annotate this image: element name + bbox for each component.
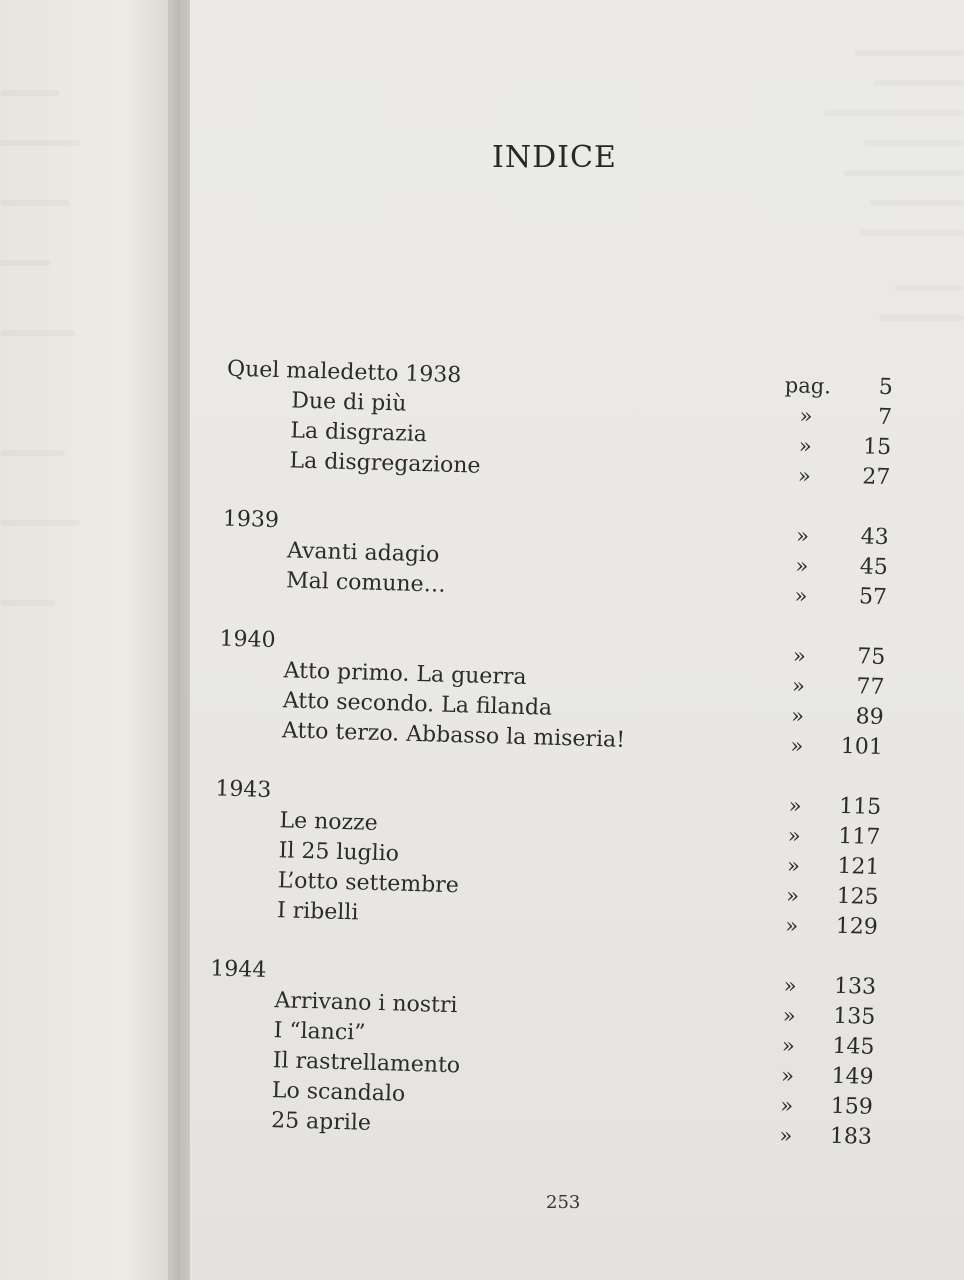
toc-entry-title: Atto terzo. Abbasso la miseria! xyxy=(281,718,626,753)
toc-page-number: 133 xyxy=(833,973,877,1000)
toc-page-marker: » xyxy=(787,823,802,848)
toc-page-marker: » xyxy=(785,883,800,908)
toc-page-marker: » xyxy=(799,403,813,428)
toc-entry-title: Le nozze xyxy=(279,808,379,836)
toc-entry-title: La disgregazione xyxy=(289,448,481,479)
toc-page-marker: » xyxy=(779,1123,793,1148)
toc-entry-title: I “lanci” xyxy=(273,1018,366,1046)
toc-page-marker: » xyxy=(795,523,810,548)
toc-page-number: 7 xyxy=(877,404,893,431)
toc-page-marker: » xyxy=(791,673,806,698)
toc-page-number: 15 xyxy=(862,434,892,461)
toc-entry-title: 1940 xyxy=(219,626,276,654)
toc-entry-title: Il rastrellamento xyxy=(272,1048,461,1079)
toc-entry-title: I ribelli xyxy=(276,898,359,926)
toc-page-marker: pag. xyxy=(784,373,832,399)
toc-page-number: 117 xyxy=(837,823,881,850)
toc-page-number: 121 xyxy=(837,853,880,880)
toc-page-number: 75 xyxy=(856,644,886,671)
toc-entry-title: 1943 xyxy=(215,776,272,803)
toc-page-number: 135 xyxy=(832,1003,876,1030)
toc-page-marker: » xyxy=(780,1063,795,1088)
page-title: INDICE xyxy=(492,140,617,175)
toc-page-marker: » xyxy=(790,703,805,728)
toc-page-number: 101 xyxy=(840,733,884,761)
toc-page-number: 159 xyxy=(830,1093,874,1120)
toc-page-marker: » xyxy=(786,853,801,878)
toc-entry-title: Avanti adagio xyxy=(286,538,440,568)
toc-page-marker: » xyxy=(781,1033,796,1058)
toc-page-marker: » xyxy=(785,913,799,938)
page-number-footer: 253 xyxy=(546,1192,581,1213)
toc-page-number: 43 xyxy=(860,524,890,551)
toc-entry-title: Mal comune… xyxy=(285,568,446,598)
toc-entry-title: Il 25 luglio xyxy=(278,838,400,867)
toc-page-marker: » xyxy=(788,793,802,818)
toc-page-number: 183 xyxy=(829,1123,873,1150)
toc-page-marker: » xyxy=(797,463,812,488)
toc-page-number: 89 xyxy=(855,704,884,731)
toc-page-marker: » xyxy=(790,733,804,758)
toc-page-marker: » xyxy=(795,553,809,578)
toc-entry-title: Atto primo. La guerra xyxy=(283,658,527,691)
toc-entry-title: Atto secondo. La filanda xyxy=(282,688,553,721)
toc-entry-title: Due di più xyxy=(290,388,407,417)
toc-entry-title: La disgrazia xyxy=(290,418,428,448)
toc-page-marker: » xyxy=(779,1093,794,1118)
toc-page-number: 115 xyxy=(838,793,882,821)
toc-entry-title: 25 aprile xyxy=(270,1108,372,1136)
toc-page-number: 149 xyxy=(831,1063,874,1090)
toc-entry-title: Lo scandalo xyxy=(271,1078,406,1107)
toc-entry-title: L’otto settembre xyxy=(277,868,460,899)
toc-page-number: 125 xyxy=(836,883,879,910)
toc-page-marker: » xyxy=(782,1003,797,1028)
toc-page-number: 57 xyxy=(858,584,888,611)
toc-page-marker: » xyxy=(792,643,807,668)
toc-page-number: 129 xyxy=(835,913,879,940)
toc-page-marker: » xyxy=(794,583,808,608)
toc-page-number: 145 xyxy=(832,1033,875,1060)
toc-page-number: 77 xyxy=(856,674,885,701)
toc-entry-title: 1939 xyxy=(222,506,280,534)
toc-entry-title: Quel maledetto 1938 xyxy=(226,356,462,389)
toc-page-marker: » xyxy=(783,973,797,998)
toc-entry-title: 1944 xyxy=(210,956,267,983)
toc-page-number: 5 xyxy=(878,374,894,401)
toc-page-number: 27 xyxy=(861,464,891,491)
toc-entry-title: Arrivano i nostri xyxy=(274,988,458,1019)
toc-page-marker: » xyxy=(798,433,812,458)
toc-page-number: 45 xyxy=(859,554,889,581)
